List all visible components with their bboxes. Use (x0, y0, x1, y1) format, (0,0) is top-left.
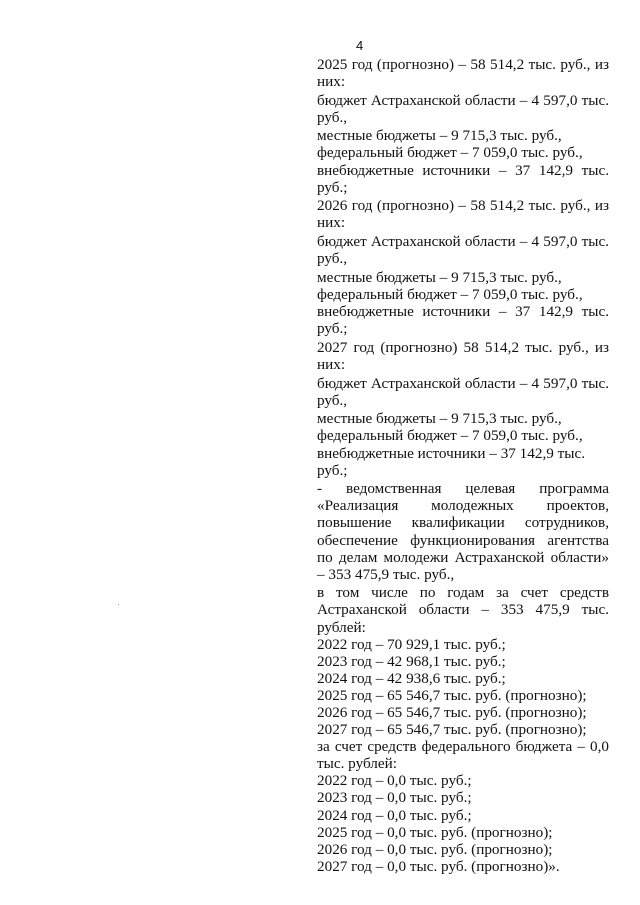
line-2027-regional: 2027 год – 65 546,7 тыс. руб. (прогнозно); (317, 721, 587, 739)
paragraph-2026-extrabudget: внебюджетные источники – 37 142,9 тыс. руб.; (317, 302, 609, 337)
paragraph-regional-years-intro: в том числе по годам за счет средств Астраханской области – 353 475,9 тыс. рублей: (317, 584, 609, 636)
paragraph-2027-regional: бюджет Астраханской области – 4 597,0 тыс. руб., (317, 374, 609, 409)
paragraph-2026-federal: федеральный бюджет – 7 059,0 тыс. руб., (317, 285, 583, 303)
line-2022-regional: 2022 год – 70 929,1 тыс. руб.; (317, 635, 506, 653)
text-column (317, 56, 609, 875)
paragraph-2025-local: местные бюджеты – 9 715,3 тыс. руб., (317, 127, 562, 145)
page-number: 4 (356, 38, 364, 53)
scan-speck (118, 604, 119, 605)
line-2024-regional: 2024 год – 42 938,6 тыс. руб.; (317, 669, 506, 687)
line-2026-regional: 2026 год – 65 546,7 тыс. руб. (прогнозно); (317, 703, 587, 721)
paragraph-2027-extrabudget: внебюджетные источники – 37 142,9 тыс. руб.; (317, 444, 586, 479)
line-2027-federal: 2027 год – 0,0 тыс. руб. (прогнозно)». (317, 857, 560, 875)
paragraph-2025-extrabudget: внебюджетные источники – 37 142,9 тыс. руб.; (317, 161, 609, 196)
line-2022-federal: 2022 год – 0,0 тыс. руб.; (317, 772, 472, 790)
line-2023-federal: 2023 год – 0,0 тыс. руб.; (317, 789, 472, 807)
line-2024-federal: 2024 год – 0,0 тыс. руб.; (317, 806, 472, 824)
paragraph-2025-total: 2025 год (прогнозно) – 58 514,2 тыс. руб., из них: (317, 56, 609, 91)
line-2025-regional: 2025 год – 65 546,7 тыс. руб. (прогнозно); (317, 686, 587, 704)
paragraph-2027-federal: федеральный бюджет – 7 059,0 тыс. руб., (317, 427, 583, 445)
paragraph-2026-local: местные бюджеты – 9 715,3 тыс. руб., (317, 268, 562, 286)
paragraph-2026-regional: бюджет Астраханской области – 4 597,0 тыс. руб., (317, 232, 609, 268)
line-2023-regional: 2023 год – 42 968,1 тыс. руб.; (317, 652, 506, 670)
paragraph-federal-intro: за счет средств федерального бюджета – 0,0 тыс. рублей: (317, 738, 609, 773)
paragraph-program: - ведомственная целевая программа «Реализация молодежных проектов, повышение квалификации сотрудников, обеспечение функционирования агентства по делам молодежи Астраханской области» – 353 475,9 тыс. руб., (317, 480, 609, 583)
line-2026-federal: 2026 год – 0,0 тыс. руб. (прогнозно); (317, 840, 553, 858)
paragraph-2025-federal: федеральный бюджет – 7 059,0 тыс. руб., (317, 144, 583, 162)
line-2025-federal: 2025 год – 0,0 тыс. руб. (прогнозно); (317, 823, 553, 841)
paragraph-2027-local: местные бюджеты – 9 715,3 тыс. руб., (317, 410, 562, 428)
paragraph-2026-total: 2026 год (прогнозно) – 58 514,2 тыс. руб., из них: (317, 197, 609, 232)
paragraph-2027-total: 2027 год (прогнозно) 58 514,2 тыс. руб., из них: (317, 339, 609, 374)
paragraph-2025-regional: бюджет Астраханской области – 4 597,0 тыс. руб., (317, 91, 609, 126)
